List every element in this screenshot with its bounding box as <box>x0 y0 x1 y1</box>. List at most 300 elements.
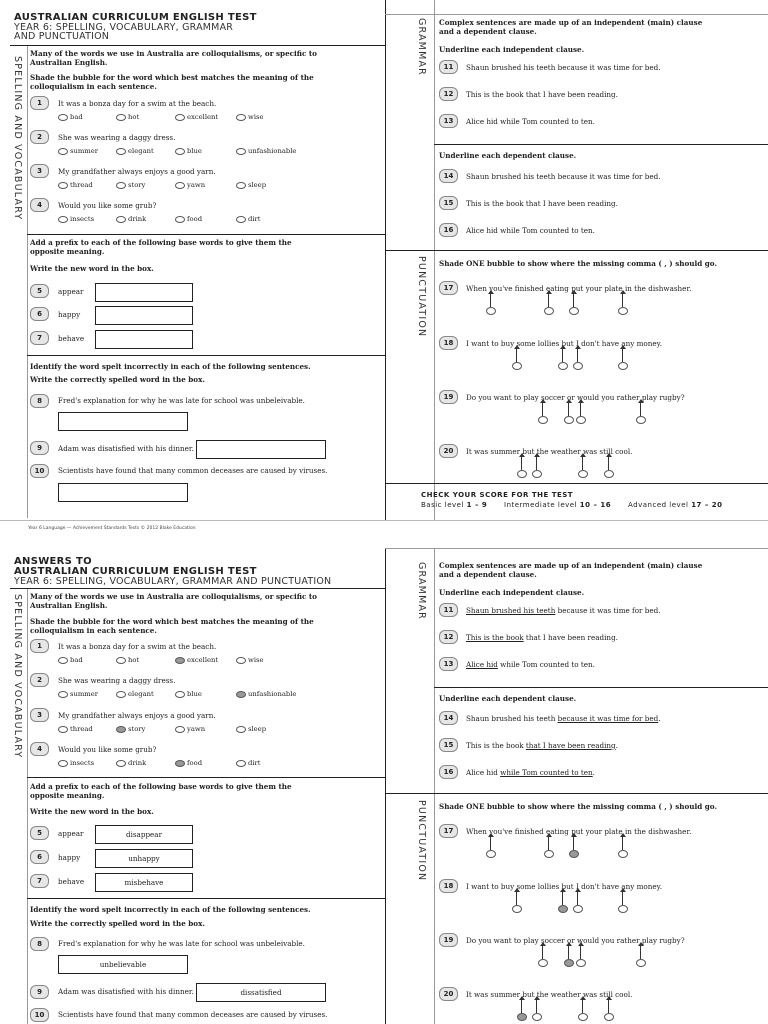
question-text <box>466 741 618 750</box>
marker-stem <box>608 999 609 1013</box>
base-word: behave <box>58 877 85 886</box>
question-number: 20 <box>439 444 458 458</box>
question-text <box>466 660 595 669</box>
answer-bubble[interactable] <box>618 362 628 370</box>
question-text <box>466 714 661 723</box>
score-advanced-label: Advanced level <box>628 501 689 509</box>
marker-stem <box>548 293 549 307</box>
marker-stem <box>548 836 549 850</box>
answer-bubble[interactable] <box>175 726 185 733</box>
question-text: Alice hid while Tom counted to ten. <box>466 117 595 126</box>
arrow-up-icon <box>566 942 572 946</box>
arrow-up-icon <box>488 290 494 294</box>
answer-box[interactable] <box>95 330 193 349</box>
clause-end: . <box>592 768 595 777</box>
question-number: 16 <box>439 223 458 237</box>
answer-bubble[interactable] <box>538 416 548 424</box>
vocab-intro: Many of the words we use in Australia are colloquialisms, or specific to Australian English. <box>30 592 317 610</box>
question-text: This is the book that I have been reading. <box>466 199 618 208</box>
answer-bubble[interactable] <box>576 959 586 967</box>
section-rule <box>27 355 385 356</box>
punct-instruction: Shade ONE bubble to show where the missing comma ( , ) should go. <box>439 259 717 268</box>
answer-option[interactable] <box>236 147 296 155</box>
answer-option[interactable] <box>236 759 261 767</box>
answer-bubble[interactable] <box>636 959 646 967</box>
answer-bubble[interactable] <box>175 148 185 155</box>
option-label: drink <box>128 215 147 223</box>
answer-bubble[interactable] <box>512 362 522 370</box>
marker-stem <box>582 999 583 1013</box>
arrow-up-icon <box>546 833 552 837</box>
center-divider-bottom <box>385 548 386 1024</box>
question-number: 10 <box>30 1008 49 1022</box>
question-number: 12 <box>439 87 458 101</box>
option-label: dirt <box>248 759 261 767</box>
marker-stem <box>577 348 578 362</box>
arrow-up-icon <box>519 453 525 457</box>
option-label: unfashionable <box>248 147 297 155</box>
answer-bubble[interactable] <box>236 216 246 223</box>
answer-box[interactable] <box>95 283 193 302</box>
answer-bubble[interactable] <box>564 416 574 424</box>
header-rule <box>10 45 385 46</box>
answer-bubble[interactable] <box>236 726 246 733</box>
option-label: insects <box>70 759 95 767</box>
question-number: 4 <box>30 198 49 212</box>
answer-bubble[interactable] <box>576 416 586 424</box>
answer-bubble[interactable] <box>175 182 185 189</box>
answer-option[interactable] <box>116 215 146 223</box>
option-label: bad <box>70 656 83 664</box>
answer-bubble[interactable] <box>236 760 246 767</box>
answer-bubble[interactable] <box>538 959 548 967</box>
answer-bubble[interactable] <box>636 416 646 424</box>
answer-bubble[interactable] <box>116 691 126 698</box>
answer-bubble[interactable] <box>517 470 527 478</box>
page-footer: Year 6 Language — Achievement Standards Tests © 2012 Blake Education <box>28 526 196 531</box>
answer-bubble[interactable] <box>58 216 68 223</box>
arrow-up-icon <box>534 996 540 1000</box>
base-word: happy <box>58 310 81 319</box>
marker-stem <box>568 402 569 416</box>
clause-pre: Shaun brushed his teeth <box>466 714 558 723</box>
grammar-instruction-dependent: Underline each dependent clause. <box>439 694 577 703</box>
score-title: CHECK YOUR SCORE FOR THE TEST <box>421 491 574 499</box>
marker-stem <box>536 999 537 1013</box>
answer-bubble[interactable] <box>236 657 246 664</box>
question-number: 11 <box>439 60 458 74</box>
clause-end: . <box>658 714 661 723</box>
question-text: She was wearing a daggy dress. <box>58 133 176 142</box>
question-number: 13 <box>439 657 458 671</box>
option-label: summer <box>70 690 99 698</box>
arrow-up-icon <box>560 888 566 892</box>
option-label: elegant <box>128 690 154 698</box>
section-rule <box>385 250 768 251</box>
answer-bubble[interactable] <box>236 114 246 121</box>
answer-box[interactable]: misbehave <box>95 873 193 892</box>
score-basic <box>421 501 487 509</box>
option-label: yawn <box>187 725 206 733</box>
answer-option[interactable] <box>175 215 202 223</box>
clause-rest: because it was time for bed. <box>555 606 661 615</box>
question-text: Adam was disatisfied with his dinner. <box>58 444 194 453</box>
answer-option[interactable] <box>236 181 266 189</box>
arrow-up-icon <box>575 345 581 349</box>
left-column-rule-bottom <box>27 589 28 1024</box>
answer-option[interactable] <box>236 725 266 733</box>
grammar-intro-2: and a dependent clause. <box>439 27 537 36</box>
answer-option[interactable] <box>236 656 264 664</box>
answer-bubble[interactable] <box>604 470 614 478</box>
answer-bubble[interactable] <box>58 657 68 664</box>
answer-bubble[interactable] <box>116 114 126 121</box>
question-number: 14 <box>439 711 458 725</box>
score-intermediate-label: Intermediate level <box>504 501 578 509</box>
prefix-instruction-2: Write the new word in the box. <box>30 264 154 273</box>
answer-option[interactable] <box>58 113 83 121</box>
answer-option[interactable] <box>236 215 261 223</box>
clause-rest: that I have been reading. <box>523 633 618 642</box>
section-rule <box>27 898 385 899</box>
option-label: dirt <box>248 215 261 223</box>
answer-option[interactable] <box>58 725 93 733</box>
answer-option[interactable] <box>116 690 154 698</box>
arrow-up-icon <box>575 888 581 892</box>
question-number: 4 <box>30 742 49 756</box>
clause-end: . <box>615 741 618 750</box>
answer-bubble[interactable] <box>236 182 246 189</box>
option-label: bad <box>70 113 83 121</box>
question-text: My grandfather always enjoys a good yarn. <box>58 167 216 176</box>
question-text <box>466 633 618 642</box>
marker-stem <box>516 348 517 362</box>
answer-bubble[interactable] <box>116 148 126 155</box>
option-label: wise <box>248 113 264 121</box>
answer-option[interactable] <box>175 656 218 664</box>
answer-bubble[interactable] <box>116 182 126 189</box>
arrow-up-icon <box>638 942 644 946</box>
arrow-up-icon <box>540 942 546 946</box>
arrow-up-icon <box>519 996 525 1000</box>
answer-option[interactable] <box>58 181 93 189</box>
question-number: 20 <box>439 987 458 1001</box>
question-number: 1 <box>30 96 49 110</box>
question-text <box>466 606 661 615</box>
answers-heading-2: AUSTRALIAN CURRICULUM ENGLISH TEST <box>14 566 257 577</box>
question-text: This is the book that I have been reading. <box>466 90 618 99</box>
arrow-up-icon <box>620 888 626 892</box>
option-label: food <box>187 759 203 767</box>
answer-option[interactable] <box>116 147 154 155</box>
answer-option[interactable] <box>58 147 98 155</box>
answer-option[interactable] <box>58 215 94 223</box>
question-text: Shaun brushed his teeth because it was time for bed. <box>466 63 661 72</box>
answers-right-top-line <box>385 548 768 549</box>
option-label: food <box>187 215 203 223</box>
section-rule <box>27 234 385 235</box>
arrow-up-icon <box>566 399 572 403</box>
answer-box[interactable]: unbelievable <box>58 955 188 974</box>
answer-bubble[interactable] <box>573 362 583 370</box>
marker-stem <box>562 348 563 362</box>
marker-stem <box>580 945 581 959</box>
score-intermediate <box>504 501 611 509</box>
marker-stem <box>521 999 522 1013</box>
arrow-up-icon <box>540 399 546 403</box>
answer-bubble[interactable] <box>116 726 126 733</box>
answer-option[interactable] <box>236 690 296 698</box>
answer-bubble[interactable] <box>512 905 522 913</box>
marker-stem <box>608 456 609 470</box>
question-text: Do you want to play soccer or would you rather play rugby? <box>466 393 685 402</box>
marker-stem <box>521 456 522 470</box>
question-number: 12 <box>439 630 458 644</box>
spell-instruction-2: Write the correctly spelled word in the box. <box>30 919 205 928</box>
section-label-grammar: GRAMMAR <box>416 562 427 620</box>
answer-box[interactable] <box>58 412 188 431</box>
answer-option[interactable] <box>175 181 205 189</box>
question-number: 16 <box>439 765 458 779</box>
arrow-up-icon <box>606 453 612 457</box>
vocab-intro: Many of the words we use in Australia are colloquialisms, or specific to Australian English. <box>30 49 317 67</box>
question-number: 17 <box>439 281 458 295</box>
clause-pre: Alice hid <box>466 768 501 777</box>
grammar-instruction-independent: Underline each independent clause. <box>439 588 585 597</box>
answer-bubble[interactable] <box>175 114 185 121</box>
section-rule <box>434 687 768 688</box>
section-label-spelling: SPELLING AND VOCABULARY <box>12 56 23 221</box>
arrow-up-icon <box>514 888 520 892</box>
marker-stem <box>542 402 543 416</box>
answer-bubble[interactable] <box>58 760 68 767</box>
score-advanced-range: 17 – 20 <box>691 501 723 509</box>
answer-bubble[interactable] <box>175 691 185 698</box>
marker-stem <box>516 891 517 905</box>
answer-box[interactable] <box>196 440 326 459</box>
grammar-instruction-independent: Underline each independent clause. <box>439 45 585 54</box>
answer-box[interactable]: dissatisfied <box>196 983 326 1002</box>
answer-bubble[interactable] <box>564 959 574 967</box>
marker-stem <box>580 402 581 416</box>
option-label: wise <box>248 656 264 664</box>
answer-option[interactable] <box>116 113 139 121</box>
answer-bubble[interactable] <box>532 470 542 478</box>
option-label: summer <box>70 147 99 155</box>
answer-bubble[interactable] <box>58 691 68 698</box>
vocab-instruction: Shade the bubble for the word which best matches the meaning of the colloquialism in each sentence. <box>30 73 314 91</box>
question-text: I want to buy some lollies but I don't have any money. <box>466 339 662 348</box>
punct-instruction: Shade ONE bubble to show where the missing comma ( , ) should go. <box>439 802 717 811</box>
marker-stem <box>490 293 491 307</box>
option-label: unfashionable <box>248 690 297 698</box>
answer-option[interactable] <box>58 759 94 767</box>
answer-bubble[interactable] <box>116 657 126 664</box>
answer-bubble[interactable] <box>58 114 68 121</box>
answer-bubble[interactable] <box>532 1013 542 1021</box>
question-text: Fred's explanation for why he was late for school was unbeleivable. <box>58 396 305 405</box>
answer-option[interactable] <box>116 656 139 664</box>
question-text: She was wearing a daggy dress. <box>58 676 176 685</box>
marker-stem <box>490 836 491 850</box>
answer-box[interactable]: unhappy <box>95 849 193 868</box>
right-column-rule-top <box>434 0 435 520</box>
vocab-instruction: Shade the bubble for the word which best matches the meaning of the colloquialism in each sentence. <box>30 617 314 635</box>
answer-bubble[interactable] <box>58 148 68 155</box>
marker-stem <box>568 945 569 959</box>
score-advanced <box>628 501 723 509</box>
prefix-instruction-2: Write the new word in the box. <box>30 807 154 816</box>
question-text: I want to buy some lollies but I don't have any money. <box>466 882 662 891</box>
answer-bubble[interactable] <box>618 307 628 315</box>
answer-bubble[interactable] <box>58 726 68 733</box>
answer-option[interactable] <box>175 147 202 155</box>
answer-bubble[interactable] <box>175 216 185 223</box>
answer-bubble[interactable] <box>544 307 554 315</box>
answer-bubble[interactable] <box>517 1013 527 1021</box>
answer-option[interactable] <box>116 759 146 767</box>
option-label: blue <box>187 690 202 698</box>
question-number: 5 <box>30 826 49 840</box>
question-number: 5 <box>30 284 49 298</box>
option-label: thread <box>70 181 93 189</box>
question-number: 14 <box>439 169 458 183</box>
answer-bubble[interactable] <box>569 307 579 315</box>
marker-stem <box>577 891 578 905</box>
question-number: 11 <box>439 603 458 617</box>
answer-bubble[interactable] <box>116 216 126 223</box>
question-text: It was a bonza day for a swim at the beach. <box>58 99 217 108</box>
base-word: appear <box>58 829 84 838</box>
clause-pre: This is the book <box>466 741 526 750</box>
question-number: 7 <box>30 331 49 345</box>
answer-bubble[interactable] <box>175 760 185 767</box>
arrow-up-icon <box>606 996 612 1000</box>
right-column-rule-bottom <box>434 548 435 1024</box>
underlined-clause: Shaun brushed his teeth <box>466 606 556 615</box>
answer-option[interactable] <box>175 725 205 733</box>
question-text: It was summer but the weather was still cool. <box>466 990 633 999</box>
answer-bubble[interactable] <box>569 850 579 858</box>
arrow-up-icon <box>546 290 552 294</box>
answer-bubble[interactable] <box>116 760 126 767</box>
arrow-up-icon <box>560 345 566 349</box>
question-number: 2 <box>30 673 49 687</box>
answer-bubble[interactable] <box>558 362 568 370</box>
question-number: 9 <box>30 441 49 455</box>
question-number: 1 <box>30 639 49 653</box>
marker-stem <box>622 293 623 307</box>
answer-box[interactable]: disappear <box>95 825 193 844</box>
answer-option[interactable] <box>58 690 98 698</box>
question-number: 18 <box>439 336 458 350</box>
option-label: thread <box>70 725 93 733</box>
left-column-rule-top <box>27 46 28 518</box>
answer-bubble[interactable] <box>544 850 554 858</box>
arrow-up-icon <box>488 833 494 837</box>
underlined-clause: while Tom counted to ten <box>500 768 593 777</box>
question-number: 7 <box>30 874 49 888</box>
question-text: It was summer but the weather was still cool. <box>466 447 633 456</box>
prefix-instruction-1: Add a prefix to each of the following base words to give them the opposite meaning. <box>30 782 292 800</box>
answer-bubble[interactable] <box>236 148 246 155</box>
answer-option[interactable] <box>116 181 145 189</box>
answer-bubble[interactable] <box>486 850 496 858</box>
answer-bubble[interactable] <box>578 1013 588 1021</box>
question-text: It was a bonza day for a swim at the beach. <box>58 642 217 651</box>
answer-bubble[interactable] <box>578 470 588 478</box>
question-number: 19 <box>439 933 458 947</box>
score-intermediate-range: 10 – 16 <box>579 501 612 509</box>
option-label: story <box>128 181 146 189</box>
answer-option[interactable] <box>58 656 83 664</box>
marker-stem <box>573 836 574 850</box>
option-label: insects <box>70 215 95 223</box>
marker-stem <box>562 891 563 905</box>
question-text: Adam was disatisfied with his dinner. <box>58 987 194 996</box>
answer-option[interactable] <box>175 690 202 698</box>
answer-bubble[interactable] <box>58 182 68 189</box>
answer-bubble[interactable] <box>236 691 246 698</box>
grammar-intro-2: and a dependent clause. <box>439 570 537 579</box>
arrow-up-icon <box>620 290 626 294</box>
arrow-up-icon <box>638 399 644 403</box>
spell-instruction-1: Identify the word spelt incorrectly in each of the following sentences. <box>30 905 311 914</box>
question-number: 3 <box>30 164 49 178</box>
answer-option[interactable] <box>116 725 145 733</box>
answer-bubble[interactable] <box>486 307 496 315</box>
marker-stem <box>582 456 583 470</box>
answer-box[interactable] <box>95 306 193 325</box>
question-number: 9 <box>30 985 49 999</box>
question-number: 15 <box>439 738 458 752</box>
answer-bubble[interactable] <box>573 905 583 913</box>
answer-option[interactable] <box>175 759 202 767</box>
answer-bubble[interactable] <box>558 905 568 913</box>
answer-bubble[interactable] <box>604 1013 614 1021</box>
question-text: Shaun brushed his teeth because it was time for bed. <box>466 172 661 181</box>
grammar-instruction-dependent: Underline each dependent clause. <box>439 151 577 160</box>
question-text: Scientists have found that many common deceases are caused by viruses. <box>58 466 328 475</box>
section-label-punctuation: PUNCTUATION <box>416 256 427 338</box>
question-number: 2 <box>30 130 49 144</box>
marker-stem <box>536 456 537 470</box>
arrow-up-icon <box>580 453 586 457</box>
marker-stem <box>573 293 574 307</box>
grammar-intro-1: Complex sentences are made up of an independent (main) clause <box>439 18 703 27</box>
question-text: Scientists have found that many common deceases are caused by viruses. <box>58 1010 328 1019</box>
arrow-up-icon <box>578 399 584 403</box>
score-basic-label: Basic level <box>421 501 464 509</box>
answer-box[interactable] <box>58 483 188 502</box>
answer-option[interactable] <box>236 113 264 121</box>
answer-option[interactable] <box>175 113 218 121</box>
question-text <box>466 768 595 777</box>
question-number: 18 <box>439 879 458 893</box>
question-number: 19 <box>439 390 458 404</box>
marker-stem <box>542 945 543 959</box>
answer-bubble[interactable] <box>618 850 628 858</box>
answers-header-rule <box>10 588 385 589</box>
arrow-up-icon <box>578 942 584 946</box>
answer-bubble[interactable] <box>175 657 185 664</box>
marker-stem <box>622 836 623 850</box>
option-label: blue <box>187 147 202 155</box>
arrow-up-icon <box>620 345 626 349</box>
page-subtitle-2: AND PUNCTUATION <box>14 31 110 42</box>
section-rule <box>27 777 385 778</box>
answer-bubble[interactable] <box>618 905 628 913</box>
